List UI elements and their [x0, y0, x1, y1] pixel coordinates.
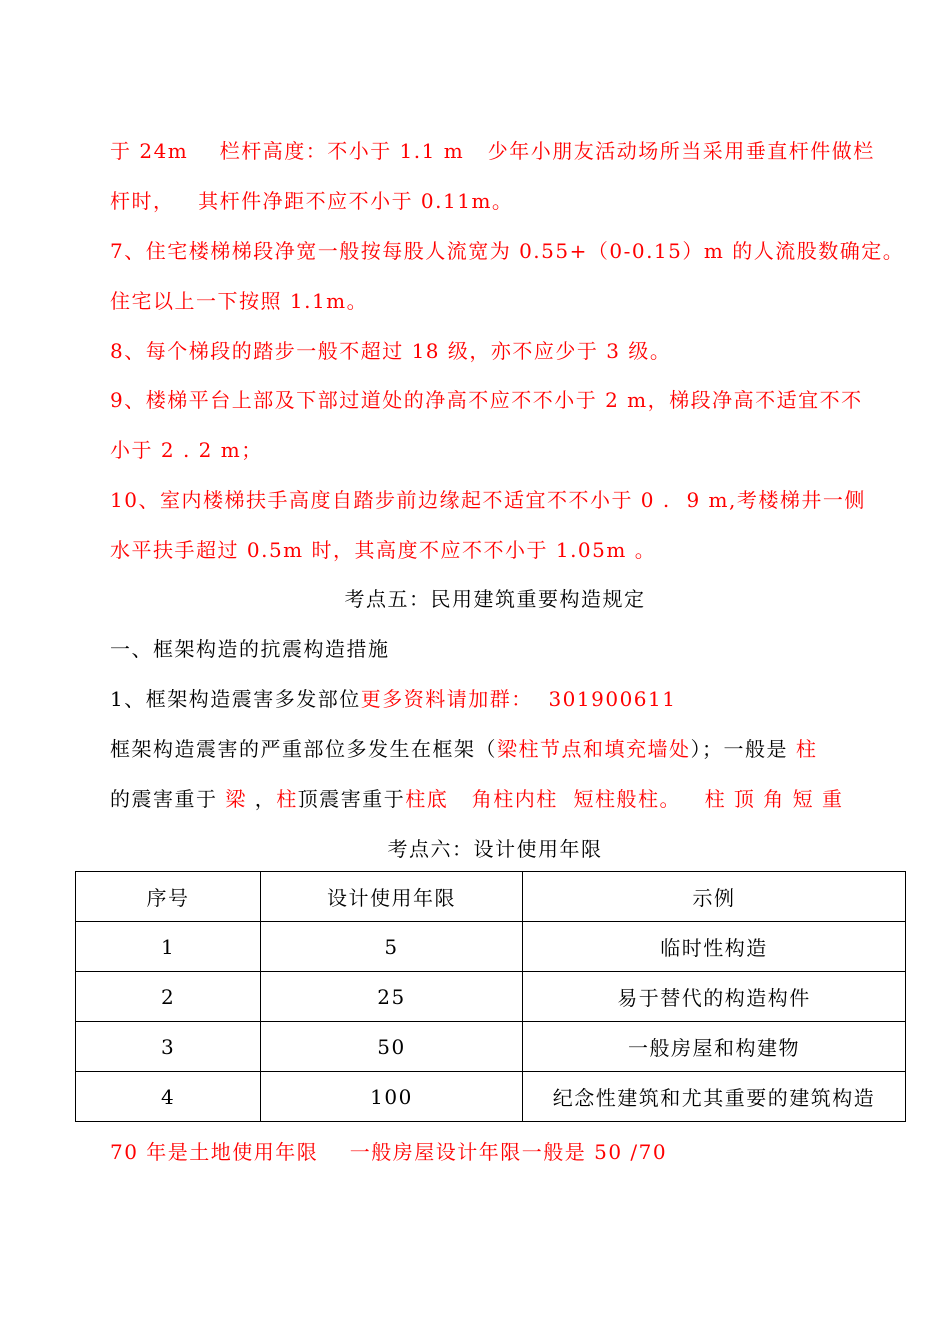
heading-point-6: 考点六：设计使用年限	[387, 837, 603, 861]
paragraph-10: 10、室内楼梯扶手高度自踏步前边缘起不适宜不不小于 0 . 9 m,考楼梯井一侧	[110, 488, 866, 512]
body-seg: ）；一般是	[690, 737, 796, 761]
item-1-body-line1	[110, 734, 817, 764]
section-heading-1: 一、框架构造的抗震构造措施	[110, 637, 390, 661]
service-life-table	[75, 871, 906, 1122]
body-seg: ，	[246, 787, 277, 811]
body-seg: 顶震害重于	[297, 787, 406, 811]
table-row	[76, 922, 906, 972]
paragraph-7: 7、住宅楼梯梯段净宽一般按每股人流宽为 0.55+（0-0.15）m 的人流股数确定。	[110, 239, 905, 263]
paragraph-9-cont: 小于 2 . 2 m；	[110, 438, 263, 462]
table-cell: 一般房屋和构建物	[522, 1022, 905, 1072]
table-cell: 5	[261, 922, 523, 972]
heading-point-5: 考点五：民用建筑重要构造规定	[344, 587, 646, 611]
paragraph-9: 9、楼梯平台上部及下部过道处的净高不应不不小于 2 m，梯段净高不适宜不不	[110, 388, 863, 412]
paragraph-8: 8、每个梯段的踏步一般不超过 18 级，亦不应少于 3 级。	[110, 339, 672, 363]
table-cell: 100	[261, 1072, 523, 1122]
column-header: 示例	[522, 872, 905, 922]
column-header: 设计使用年限	[261, 872, 523, 922]
table-row	[76, 972, 906, 1022]
column-header: 序号	[76, 872, 261, 922]
body-seg: 柱底 角柱内柱 短柱般柱。 柱 顶 角 短 重	[405, 787, 844, 811]
body-seg: 梁	[225, 787, 247, 811]
table-cell: 3	[76, 1022, 261, 1072]
paragraph-railing-cont: 杆时， 其杆件净距不应不小于 0.11m。	[110, 189, 514, 213]
paragraph-7-cont: 住宅以上一下按照 1.1m。	[110, 289, 369, 313]
body-seg: 柱	[276, 787, 298, 811]
table-cell: 2	[76, 972, 261, 1022]
table-cell: 易于替代的构造构件	[522, 972, 905, 1022]
table-cell: 25	[261, 972, 523, 1022]
table-row	[76, 1022, 906, 1072]
body-seg: 柱	[795, 737, 818, 761]
table-cell: 纪念性建筑和尤其重要的建筑构造	[522, 1072, 905, 1122]
body-seg: 的震害重于	[110, 787, 226, 811]
item-1-prefix: 1、框架构造震害多发部位	[110, 687, 361, 711]
table-header-row	[76, 872, 906, 922]
body-seg: 梁柱节点和填充墙处	[497, 737, 691, 761]
paragraph-10-cont: 水平扶手超过 0.5m 时，其高度不应不不小于 1.05m 。	[110, 538, 657, 562]
group-note: 更多资料请加群： 301900611	[360, 687, 677, 711]
table-row	[76, 1072, 906, 1122]
item-1	[110, 684, 676, 714]
table-cell: 4	[76, 1072, 261, 1122]
footer-note: 70 年是土地使用年限 一般房屋设计年限一般是 50 /70	[110, 1140, 668, 1164]
table-cell: 50	[261, 1022, 523, 1072]
item-1-body-line2	[110, 784, 844, 814]
table-cell: 1	[76, 922, 261, 972]
table-cell: 临时性构造	[522, 922, 905, 972]
body-seg: 框架构造震害的严重部位多发生在框架（	[110, 737, 497, 761]
paragraph-railing: 于 24m 栏杆高度：不小于 1.1 m 少年小朋友活动场所当采用垂直杆件做栏	[110, 139, 875, 163]
